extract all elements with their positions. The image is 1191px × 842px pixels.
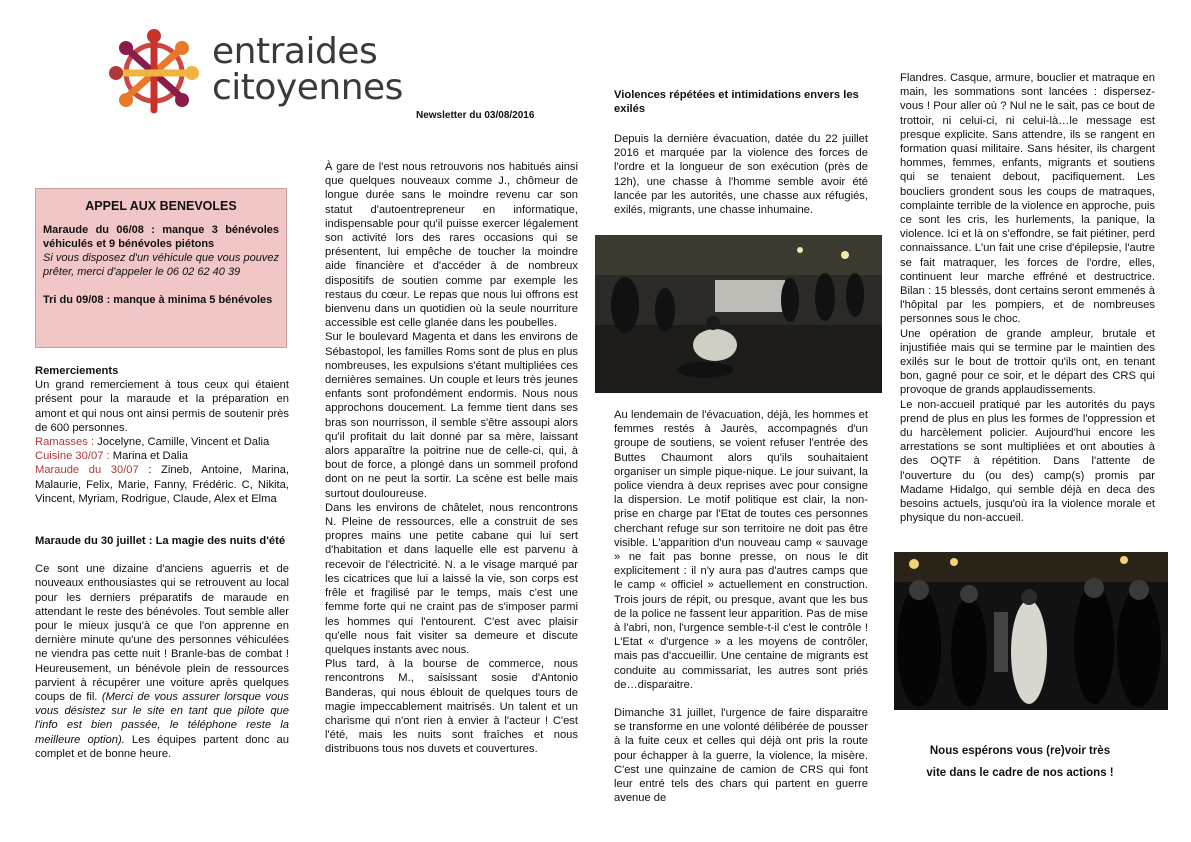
column-3-top xyxy=(614,132,868,217)
logo xyxy=(104,28,414,118)
volunteer-call-box xyxy=(35,188,287,348)
photo-police-charge xyxy=(894,552,1168,710)
col4-p1: Flandres. Casque, armure, bouclier et matraque en main, les sommations sont lancées : dispersez-vous ! Pour aller où ? Nul ne le sait, pas ce bout de trottoir, ni celui-ci, ni celui-là…le message est presque explicite. Sans attendre, ils se rangent en formation quasi militaire. Sans hésiter, ils chargent hommes, femmes, enfants, migrants et soutiens qui se tenaient debout, pacifiquement. Les boucliers grondent sous les coups de matraques, complainte terrible de la violence en approche, puis ce sont les cris, les hurlements, la panique, la violence. Ici et là on s'effondre, se fait piétiner, perd connaissance. L'un fait une crise d'épilepsie, l'autre se fait matraquer, les forces de l'ordre, elles, continuent leur marche effréné et destructrice. Bilan : 15 blessés, dont certains seront emmenés à l'hôpital par les pompiers, et de nombreuses personnes sous le choc. xyxy=(900,72,1155,326)
thanks-maraude xyxy=(35,463,289,506)
violence-title: Violences répétées et intimidations envers les exilés xyxy=(614,89,859,116)
col2-p4: Plus tard, à la bourse de commerce, nous rencontrons M., saisissant sosie d'Antonio Banderas, qui nous éblouit de quelques tours de magie impeccablement maitrisés. Un talent et un charisme qui n'ont rien à envier à l'acteur ! C'est l'été, mais les nuits sont fraîches et nous distribuons tous nos duvets et couvertures. xyxy=(325,658,578,756)
col2-p2: Sur le boulevard Magenta et dans les environs de Sébastopol, les familles Roms sont de plus en plus nombreuses, les expulsions s'étant multipliées ces dernières semaines. Un couple et leurs très jeunes enfants sont profondément endormis. Nous nous approchons doucement. La femme tient dans ses bras son nourrisson, il semble s'être assoupi alors qu'il profitait du lait donné par sa mère, laissant alors apparaître la poitrine nue de celle-ci, qui, à bout de force, a plongé dans un sommeil profond dont on ne peut la sortir. La scène est belle mais surtout douloureuse. xyxy=(325,331,578,500)
maraude-label: Maraude du 30/07 xyxy=(35,464,139,477)
volunteer-call-tri: Tri du 09/08 : manque à minima 5 bénévoles xyxy=(43,294,273,306)
column-2 xyxy=(325,160,578,757)
volunteer-call-vehicle: Si vous disposez d'un véhicule que vous pouvez prêter, merci d'appeler le 06 02 62 40 39 xyxy=(43,252,279,278)
police-photo-image xyxy=(894,552,1168,710)
ramasses-text: Jocelyne, Camille, Vincent et Dalia xyxy=(94,436,270,449)
volunteer-call-maraude: Maraude du 06/08 : manque 3 bénévoles véhiculés et 9 bénévoles piétons xyxy=(43,224,279,250)
photo-camp-night xyxy=(595,235,882,393)
thanks-intro: Un grand remerciement à tous ceux qui étaient présent pour la maraude et la préparation en amont et qui nous ont ainsi permis de soutenir près de 600 personnes. xyxy=(35,379,289,434)
col2-p3: Dans les environs de châtelet, nous rencontrons N. Pleine de ressources, elle a construit de ses propres mains une petite cabane qui lui sert d'habitation et dans laquelle elle est parvenu à recevoir de l'électricité. N. a le visage marqué par les cicatrices que lui a laissé la vie, son corps est frêle et fragilisé par le temps, mais c'est une femme forte qui ne craint pas de s'imposer parmi les hommes qui l'entourent. C'est avec plaisir qu'elle nous fait visiter sa demeure et discute quelques instants avec nous. xyxy=(325,501,578,656)
maraude30-body xyxy=(35,562,289,761)
brand-line2: citoyennes xyxy=(212,67,403,108)
volunteer-call-title: APPEL AUX BENEVOLES xyxy=(85,199,237,213)
cuisine-label: Cuisine 30/07 : xyxy=(35,450,110,463)
cuisine-text: Marina et Dalia xyxy=(109,450,188,463)
maraude-text: : Zineb, Antoine, Marina, Malaurie, Felix, Marie, Fanny, Frédéric. C, Nikita, Vincent, Myriam, Rodrigue, Claude, Alex et Elma xyxy=(35,464,289,505)
maraude30-italic: (Merci de vous assurer lorsque vous vous désistez sur le site en tant que pilote que l'info est bien passée, le téléphone reste la meilleure option). xyxy=(35,691,289,746)
brand-line1: entraides xyxy=(212,31,378,72)
newsletter-date: Newsletter du 03/08/2016 xyxy=(416,110,535,121)
col3-p2: Au lendemain de l'évacuation, déjà, les hommes et femmes restés à Jaurès, accompagnés d'un groupe de soutiens, se voient refuser l'entrée des Buttes Chaumont alors qu'ils souhaitaient organiser un simple pique-nique. Le jour suivant, la police viendra à deux reprises avec pour consigne la dispersion. Le motif politique est clair, la non-prise en charge par l'Etat de toutes ces personnes cherchant refuge sur son territoire ne doit pas être visible. L'apparition d'un nouveau camp « sauvage » ne fait pas bonne presse, on nous le dit explicitement : il n'y aura pas d'autres camps que le camp « officiel » actuellement en construction. Trois jours de répit, ou presque, avant que les bus de la police ne fassent leur apparition. Pas de mise à l'abri, non, l'urgence semble-t-il c'est le contrôle ! L'Etat « d'urgence » a les moyens de contrôler, mais pas d'accueillir. Une centaine de migrants est conduite au commissariat, les autres sont priés de…disparaitre. xyxy=(614,409,868,691)
thanks-ramasses xyxy=(35,435,289,449)
ramasses-label: Ramasses : xyxy=(35,436,95,449)
closing-message: Nous espérons vous (re)voir très vite dans le cadre de nos actions ! xyxy=(926,745,1114,779)
col3-p1: Depuis la dernière évacuation, datée du 22 juillet 2016 et marquée par la violence des forces de l'ordre et la longueur de son exécution (près de 12h), une chasse à l'homme semble avoir été lancée par les autorités, une chasse aux réfugiés, exilés, migrants, une chasse inhumaine. xyxy=(614,133,868,217)
col2-p1: À gare de l'est nous retrouvons nos habitués ainsi que quelques nouveaux comme J., chômeur de longue durée sans le moindre revenu car son statut d'autoentrepreneur en informatique, indispensable pour qu'il puisse exercer légalement son activité lors des rares occasions qui se présentent, lui empêche de toucher la moindre aide financière et d'accéder à de nombreux dispositifs de soutien comme par exemple les restaus du cœur. Le repas que nous lui offrons est bienvenu dans un quotidien où la seule nourriture accessible est celle glanée dans les poubelles. xyxy=(325,161,578,330)
thanks-title: Remerciements xyxy=(35,365,119,377)
maraude30-title: Maraude du 30 juillet : La magie des nuits d'été xyxy=(35,535,286,548)
logo-emblem-icon xyxy=(104,28,204,118)
camp-photo-image xyxy=(595,235,882,393)
col4-p3: Le non-accueil pratiqué par les autorités du pays prend de plus en plus les formes de l'oppression et du harcèlement policier. Aujourd'hui encore les arrestations se sont multipliées et ont abouties à des OQTF à répétition. Dans l'attente de l'ouverture du (ou des) camp(s) promis par Madame Hidalgo, qui semble déjà en deca des besoins actuels, jusqu'où ira la violence morale et physique du non-accueil. xyxy=(900,398,1155,525)
col3-p3: Dimanche 31 juillet, l'urgence de faire disparaitre se transforme en une volonté délibérée de pousser à la fuite ceux et celles qui déjà ont pris la route pour échapper à la guerre, la violence, la misère. C'est une quinzaine de camion de CRS qui font leur entré tels des chars qui partent en guerre avenue de xyxy=(614,707,868,805)
column-3-bottom xyxy=(614,408,868,805)
maraude30-p1: Ce sont une dizaine d'anciens aguerris et de nouveaux enthousiastes qui se retrouvent au local pour les derniers préparatifs de maraude en attendant le reste des bénévoles. Tout semble aller pour le mieux jusqu'à ce que l'on apprenne en dernière minute qu'une des personnes véhiculées ne viendra pas cette nuit ! Branle-bas de combat ! Heureusement, un bénévole plein de ressources parvient à récupérer une voiture après quelques coups de fil. xyxy=(35,563,289,704)
col4-p2: Une opération de grande ampleur, brutale et injustifiée mais qui se termine par le maintien des exilés sur le bout de trottoir qu'ils ont, en tenant bon, gagné pour ce soir, et le départ des CRS qui provoque de grands applaudissements. xyxy=(900,327,1155,397)
column-4 xyxy=(900,71,1155,526)
maraude30-end: Les équipes partent donc au complet et de bonne heure. xyxy=(35,733,289,760)
column-1 xyxy=(35,364,289,761)
thanks-cuisine xyxy=(35,449,289,463)
